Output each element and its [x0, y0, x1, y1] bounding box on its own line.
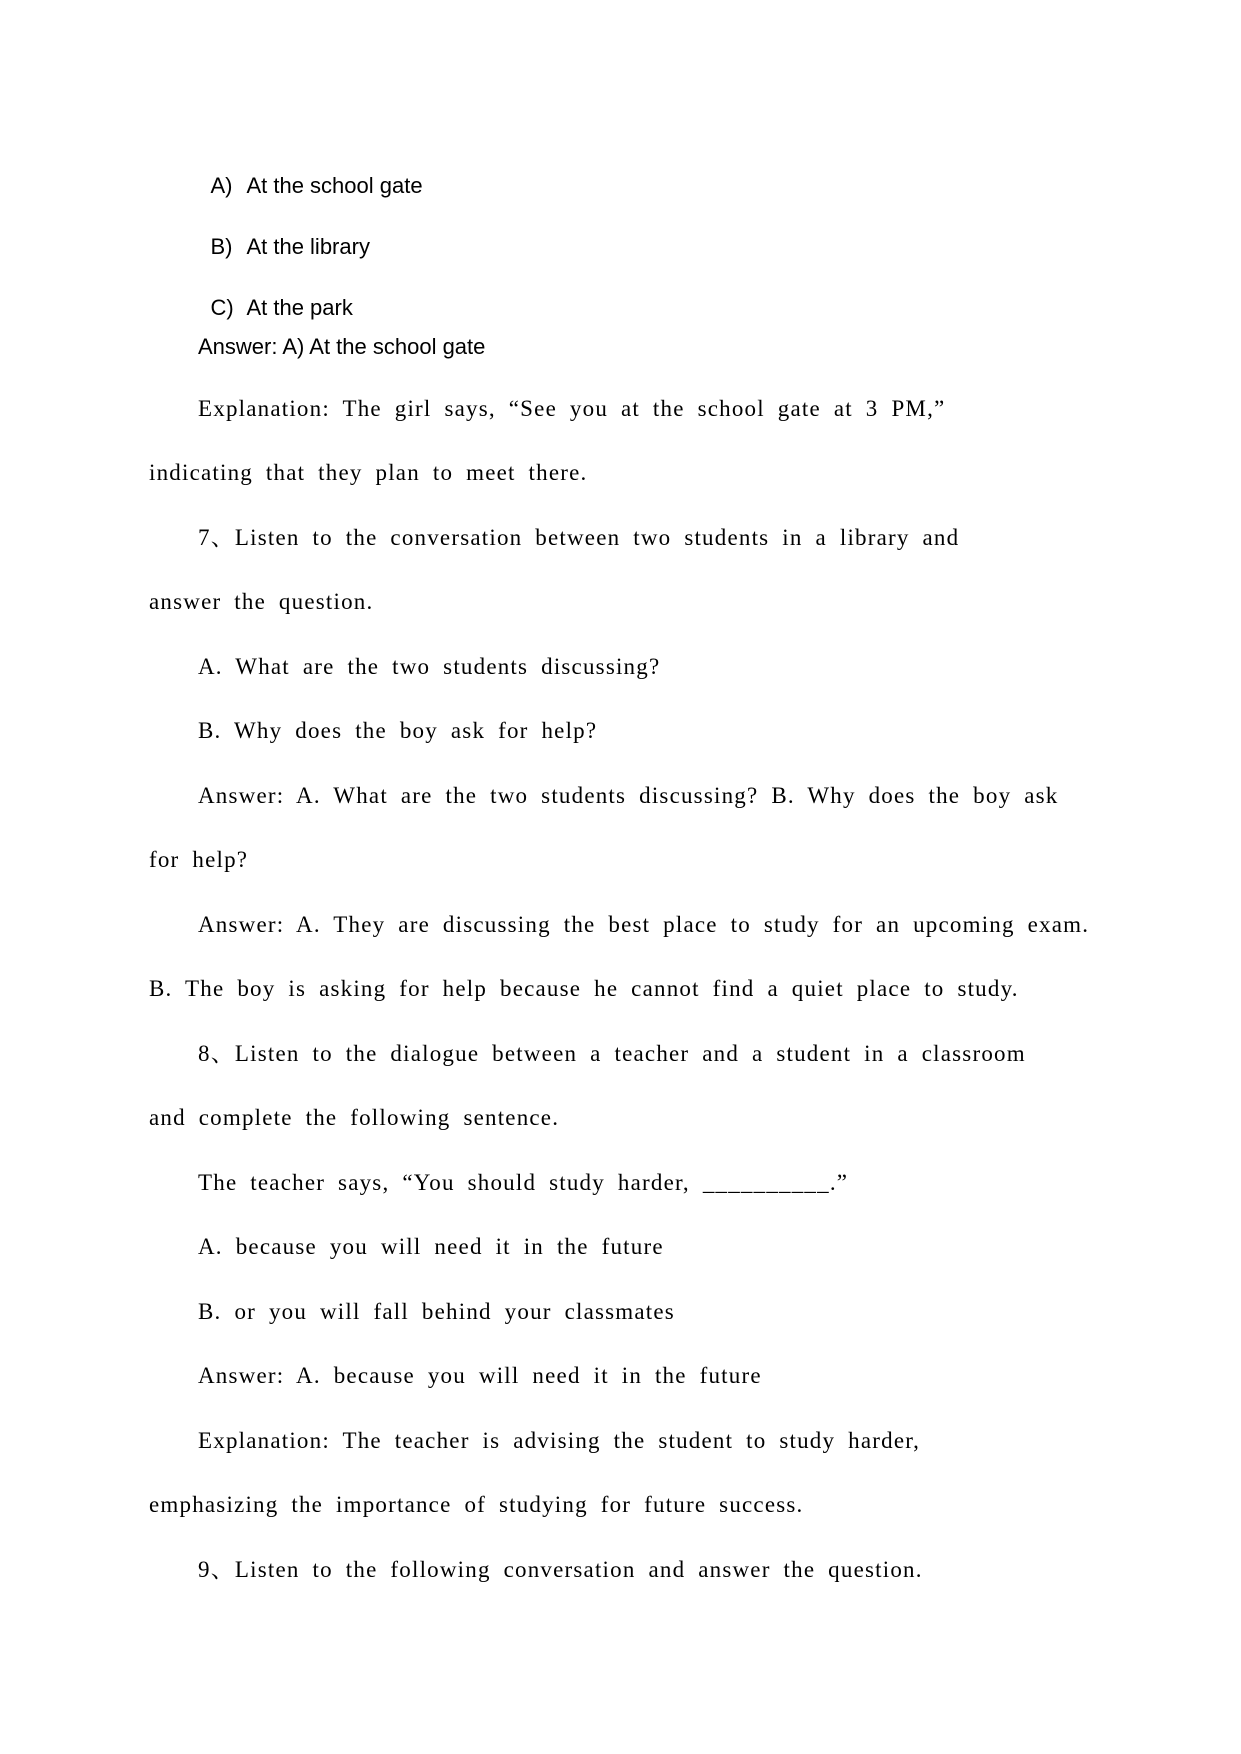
q7-prompt-line2: answer the question.: [149, 589, 374, 614]
q8-explanation-line2: emphasizing the importance of studying for future success.: [149, 1492, 804, 1517]
q8-option-b: B. or you will fall behind your classmates: [198, 1299, 675, 1324]
q8-prompt-line2: and complete the following sentence.: [149, 1105, 560, 1130]
option-letter: C): [210, 295, 234, 320]
option-text: At the library: [246, 234, 370, 259]
q8-explanation-line1: Explanation: The teacher is advising the student to study harder,: [198, 1428, 921, 1453]
q6-explanation-line1: Explanation: The girl says, “See you at the school gate at 3 PM,”: [198, 396, 946, 421]
q7-prompt-line1: 7、Listen to the conversation between two students in a library and: [198, 525, 960, 550]
q7-option-a: A. What are the two students discussing?: [198, 654, 661, 679]
option-text: At the park: [246, 295, 353, 320]
option-a: [186, 153, 423, 219]
q8-prompt-line1: 8、Listen to the dialogue between a teacher and a student in a classroom: [198, 1041, 1026, 1066]
q7-answer1-line2: for help?: [149, 847, 249, 872]
q8-answer: Answer: A. because you will need it in the future: [198, 1363, 762, 1388]
q7-answer2-line2: B. The boy is asking for help because he cannot find a quiet place to study.: [149, 976, 1019, 1001]
q7-answer2-line1: Answer: A. They are discussing the best place to study for an upcoming exam.: [198, 912, 1090, 937]
q8-sentence: The teacher says, “You should study harder, __________.”: [198, 1170, 849, 1195]
option-b: [186, 214, 370, 280]
option-letter: A): [210, 173, 233, 198]
q8-option-a: A. because you will need it in the future: [198, 1234, 664, 1259]
q9-prompt: 9、Listen to the following conversation and answer the question.: [198, 1557, 923, 1582]
option-c: [186, 275, 353, 341]
q6-answer: Answer: A) At the school gate: [198, 334, 486, 359]
option-letter: B): [210, 234, 233, 259]
q6-explanation-line2: indicating that they plan to meet there.: [149, 460, 588, 485]
option-text: At the school gate: [246, 173, 423, 198]
q7-option-b: B. Why does the boy ask for help?: [198, 718, 598, 743]
q7-answer1-line1: Answer: A. What are the two students discussing? B. Why does the boy ask: [198, 783, 1059, 808]
